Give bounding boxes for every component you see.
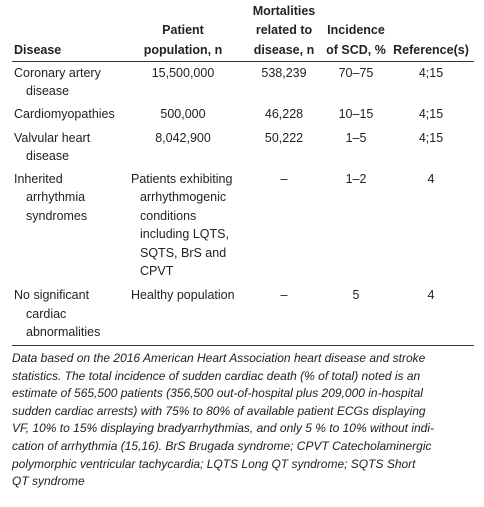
population-cell: 15,500,000 [151,66,215,80]
mortalities-cell: 50,222 [264,131,304,145]
references-cell: 4;15 [418,131,444,145]
disease-cell: Valvular heart [14,131,91,145]
population-cell-continued: conditions [140,209,197,223]
incidence-cell: 5 [352,288,360,302]
disease-cell: No significant [14,288,90,302]
disease-cell-continued: abnormalities [26,325,101,339]
incidence-cell: 1–2 [345,172,367,186]
mortalities-cell: 538,239 [261,66,307,80]
header-patient-population-line1: Patient [162,23,204,37]
header-mortalities-line3: disease, n [253,43,315,57]
references-cell: 4;15 [418,66,444,80]
population-cell: Patients exhibiting [131,172,233,186]
header-patient-population-line2: population, n [143,43,223,57]
mortalities-cell: – [280,172,288,186]
header-incidence-line1: Incidence [327,23,385,37]
disease-cell: Inherited [14,172,63,186]
population-cell-continued: arrhythmogenic [140,190,227,204]
header-incidence-line2: of SCD, % [326,43,386,57]
table-footnote [12,350,478,491]
population-cell-continued: including LQTS, [140,227,229,241]
mortalities-cell: – [280,288,288,302]
footnote-line: estimate of 565,500 patients (356,500 out-of-hospital plus 209,000 in-hospital [12,386,423,401]
references-cell: 4 [427,172,435,186]
population-cell-continued: SQTS, BrS and [140,246,227,260]
incidence-cell: 70–75 [338,66,374,80]
footnote-line: polymorphic ventricular tachycardia; LQTS Long QT syndrome; SQTS Short [12,456,416,471]
disease-cell: Cardiomyopathies [14,107,115,121]
footnote-line: QT syndrome [12,474,85,489]
population-cell-continued: CPVT [140,264,174,278]
header-disease: Disease [14,43,62,57]
population-cell: Healthy population [131,288,235,302]
disease-cell-continued: arrhythmia [26,190,86,204]
footnote-line: VF, 10% to 15% displaying bradyarrhythmias, and only 5 % to 10% without indi- [12,421,435,436]
population-cell: 500,000 [160,107,206,121]
mortalities-cell: 46,228 [264,107,304,121]
table-bottom-divider [12,345,474,346]
references-cell: 4 [427,288,435,302]
disease-cell-continued: disease [26,149,70,163]
incidence-cell: 1–5 [345,131,367,145]
references-cell: 4;15 [418,107,444,121]
header-mortalities-line1: Mortalities [252,4,316,18]
footnote-line: statistics. The total incidence of sudden cardiac death (% of total) noted is an [12,368,421,383]
disease-cell: Coronary artery [14,66,101,80]
footnote-line: sudden cardiac arrests) with 75% to 80% of available patient ECGs displaying [12,403,426,418]
header-mortalities-line2: related to [255,23,313,37]
header-divider [12,61,474,62]
disease-cell-continued: disease [26,84,70,98]
header-references: Reference(s) [393,43,469,57]
disease-cell-continued: syndromes [26,209,88,223]
footnote-line: cation of arrhythmia (15,16). BrS Brugada syndrome; CPVT Catecholaminergic [12,438,432,453]
incidence-cell: 10–15 [338,107,374,121]
footnote-line: Data based on the 2016 American Heart Association heart disease and stroke [12,351,426,365]
disease-cell-continued: cardiac [26,307,67,321]
population-cell: 8,042,900 [155,131,211,145]
